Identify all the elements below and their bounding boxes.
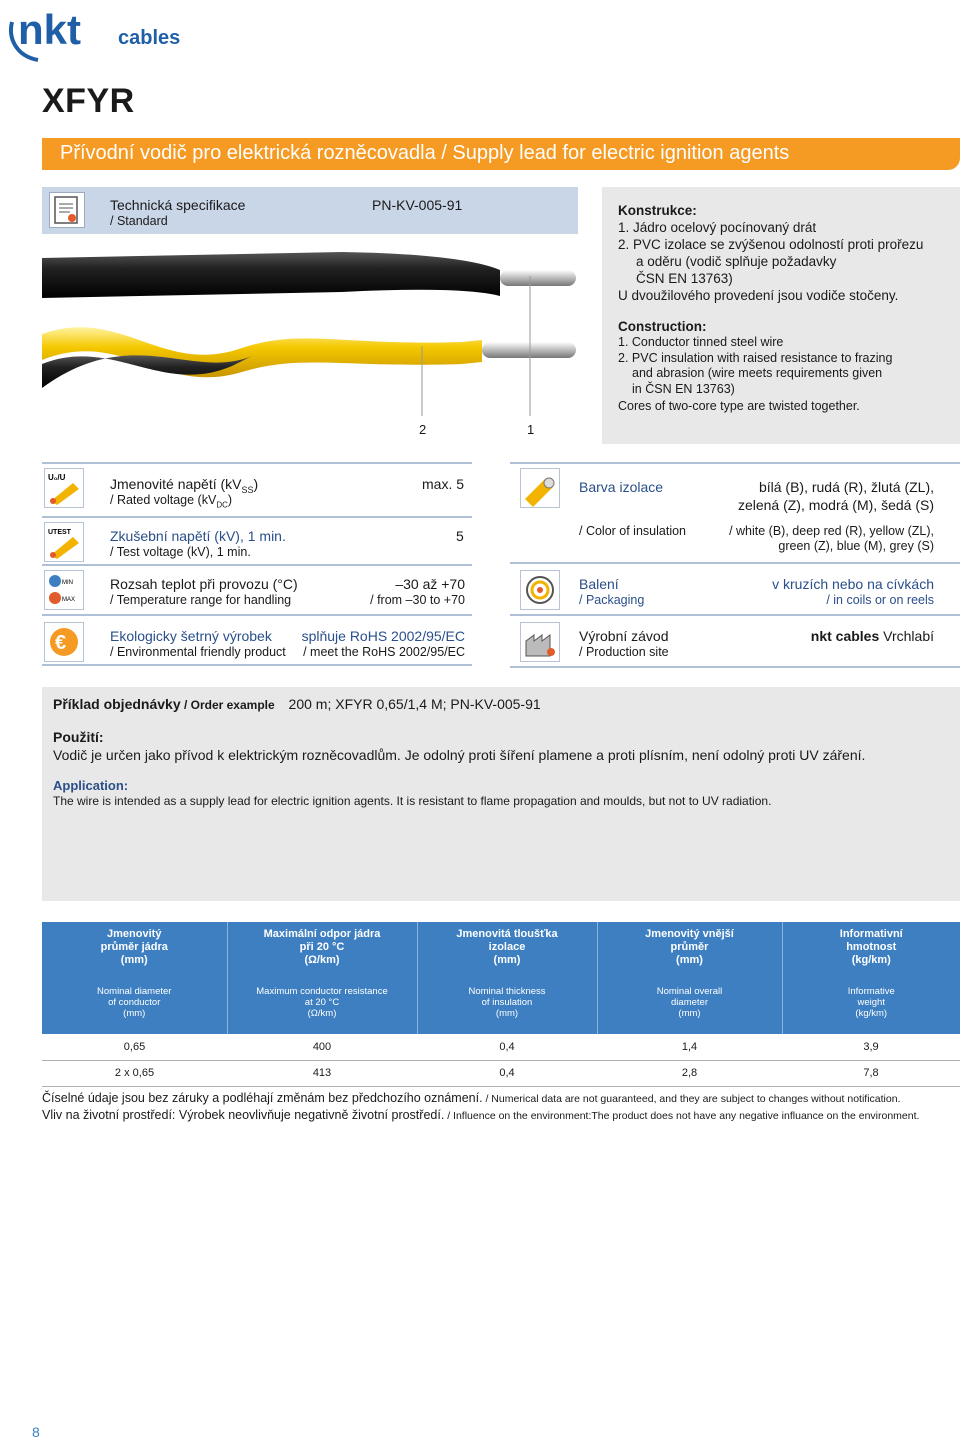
eco-value-cz: splňuje RoHS 2002/95/EC — [301, 628, 465, 644]
table-row — [42, 1034, 960, 1060]
param-packaging — [510, 568, 960, 616]
rated-voltage-value: max. 5 — [422, 476, 465, 492]
color-value-en-2: green (Z), blue (M), grey (S) — [778, 539, 934, 553]
callout-2: 2 — [419, 422, 427, 437]
table-cell: 2,8 — [597, 1060, 782, 1086]
note-2-cz: Vliv na životní prostředí: Výrobek neovlivňuje negativně životní prostředí. — [42, 1108, 445, 1122]
header-cz-line: průměr — [670, 941, 709, 953]
test-voltage-label-cz: Zkušební napětí (kV), 1 min. — [110, 528, 286, 544]
subtitle-banner: Přívodní vodič pro elektrická rozněcovadla / Supply lead for electric ignition agents — [42, 138, 960, 170]
site-label-en: / Production site — [579, 645, 669, 659]
table-header-col-3 — [417, 922, 597, 1034]
construction-cz-2a: 2. PVC izolace se zvýšenou odolností proti prořezu — [618, 237, 924, 252]
table-cell: 413 — [227, 1060, 417, 1086]
header-en-line: Nominal diameter — [97, 986, 172, 997]
param-eco — [42, 620, 472, 666]
order-label-en: / Order example — [180, 698, 275, 712]
param-production-site — [510, 620, 960, 668]
construction-en-2b: and abrasion (wire meets requirements given — [632, 366, 883, 380]
test-voltage-value: 5 — [456, 528, 464, 544]
construction-panel — [602, 187, 960, 444]
svg-text:U₀/U: U₀/U — [48, 473, 66, 482]
header-cz-line: Maximální odpor jádra — [263, 928, 381, 940]
technical-data-table — [42, 922, 960, 1087]
table-header-col-2 — [227, 922, 417, 1034]
header-cz-line: izolace — [488, 941, 526, 953]
table-cell: 7,8 — [782, 1060, 960, 1086]
eco-value-en: / meet the RoHS 2002/95/EC — [303, 645, 465, 659]
svg-text:UTEST: UTEST — [48, 529, 71, 536]
header-cz-line: (mm) — [120, 954, 148, 966]
callout-1: 1 — [527, 422, 535, 437]
header-cz-line: Jmenovitá tloušťka — [456, 928, 558, 940]
header-en-line: Nominal overall — [656, 986, 723, 997]
note-1-cz: Číselné údaje jsou bez záruky a podléhají změnám bez předchozího oznámení. — [42, 1091, 483, 1105]
header-cz-line: (kg/km) — [851, 954, 891, 966]
nkt-cables-logo — [4, 4, 184, 64]
eco-label-en: / Environmental friendly product — [110, 645, 286, 659]
rated-voltage-label-cz: Jmenovité napětí (kV — [110, 476, 242, 492]
coil-icon — [520, 570, 560, 610]
header-en-line: of conductor — [108, 997, 161, 1008]
header-en-line: (mm) — [123, 1008, 146, 1019]
construction-en-2c: in ČSN EN 13763) — [632, 381, 735, 396]
header-en-line: Informative — [847, 986, 895, 997]
header-cz-line: (Ω/km) — [304, 954, 340, 966]
usage-heading: Použití: — [53, 729, 104, 745]
header-en-line: (kg/km) — [855, 1008, 888, 1019]
voltage-icon — [44, 468, 84, 508]
packaging-label-cz: Balení — [579, 576, 619, 592]
svg-text:MAX: MAX — [62, 597, 76, 603]
insulation-icon — [520, 468, 560, 508]
order-label-cz: Příklad objednávky — [53, 696, 181, 712]
test-voltage-icon — [44, 522, 84, 562]
eco-icon — [44, 622, 84, 662]
page-number: 8 — [32, 1424, 40, 1440]
order-usage-panel — [42, 687, 960, 901]
usage-text: Vodič je určen jako přívod k elektrickým rozněcovadlům. Je odolný proti šíření plamene a proti plísním, není odolný proti UV záření. — [53, 747, 866, 763]
header-en-line: at 20 °C — [304, 997, 340, 1008]
param-temperature — [42, 568, 472, 616]
table-header-col-1 — [42, 922, 227, 1034]
construction-cz-1: 1. Jádro ocelový pocínovaný drát — [618, 220, 817, 235]
site-value-brand: nkt cables — [810, 628, 880, 644]
standard-spec-box — [42, 187, 578, 234]
construction-en-2a: 2. PVC insulation with raised resistance to frazing — [618, 350, 893, 365]
header-cz-line: (mm) — [676, 954, 703, 966]
site-label-cz: Výrobní závod — [579, 628, 669, 644]
temperature-label-cz: Rozsah teplot při provozu (°C) — [110, 576, 298, 592]
eco-label-cz: Ekologicky šetrný výrobek — [110, 628, 272, 644]
construction-en-1: 1. Conductor tinned steel wire — [618, 335, 784, 349]
color-value-en-1: / white (B), deep red (R), yellow (ZL), — [729, 524, 934, 538]
table-header-col-4 — [597, 922, 782, 1034]
site-value-location: Vrchlabí — [879, 628, 934, 644]
table-cell: 0,4 — [417, 1034, 597, 1060]
table-cell: 400 — [227, 1034, 417, 1060]
table-cell: 0,65 — [42, 1034, 227, 1060]
header-cz-line: Informativní — [839, 928, 903, 940]
construction-cz-3: U dvoužilového provedení jsou vodiče stočeny. — [618, 288, 899, 303]
table-cell: 0,4 — [417, 1060, 597, 1086]
construction-cz-2b: a oděru (vodič splňuje požadavky — [636, 254, 837, 269]
packaging-label-en: / Packaging — [579, 593, 645, 607]
note-1-en: / Numerical data are not guaranteed, and they are subject to changes without notification. — [482, 1093, 901, 1105]
svg-text:€: € — [55, 632, 67, 654]
construction-heading-en: Construction: — [618, 319, 707, 334]
header-en-line: of insulation — [481, 997, 533, 1008]
construction-en-3: Cores of two-core type are twisted together. — [618, 399, 860, 413]
table-cell: 1,4 — [597, 1034, 782, 1060]
packaging-value-en: / in coils or on reels — [826, 593, 934, 607]
header-en-line: Nominal thickness — [468, 986, 546, 997]
table-row — [42, 1060, 960, 1086]
document-icon — [49, 192, 85, 228]
color-value-cz-1: bílá (B), rudá (R), žlutá (ZL), — [758, 479, 934, 495]
header-en-line: (mm) — [495, 1008, 519, 1019]
header-cz-line: (mm) — [493, 954, 521, 966]
header-cz-line: Jmenovitý — [107, 928, 162, 940]
table-cell: 2 x 0,65 — [42, 1060, 227, 1086]
cable-illustration — [42, 236, 582, 436]
factory-icon — [520, 622, 560, 662]
packaging-value-cz: v kruzích nebo na cívkách — [772, 576, 934, 592]
temperature-label-en: / Temperature range for handling — [110, 593, 292, 607]
rated-voltage-label-en: / Rated voltage (kV — [110, 493, 217, 507]
header-cz-line: hmotnost — [846, 941, 897, 953]
thermometer-icon — [44, 570, 84, 610]
note-2-en: / Influence on the environment:The product does not have any negative influance on the environment. — [444, 1110, 920, 1122]
temperature-value-cz: –30 až +70 — [395, 576, 465, 592]
header-en-line: Maximum conductor resistance — [256, 986, 388, 997]
table-cell: 3,9 — [782, 1034, 960, 1060]
param-insulation-color — [510, 468, 960, 564]
test-voltage-label-en: / Test voltage (kV), 1 min. — [110, 545, 251, 559]
param-test-voltage — [42, 520, 472, 566]
header-cz-line: průměr jádra — [100, 941, 168, 953]
table-header-col-5 — [782, 922, 960, 1034]
header-cz-line: Jmenovitý vnější — [645, 928, 734, 940]
order-value: 200 m; XFYR 0,65/1,4 M; PN-KV-005-91 — [288, 696, 541, 712]
header-en-line: (mm) — [678, 1008, 701, 1019]
footnotes — [42, 1090, 919, 1124]
application-text: The wire is intended as a supply lead for electric ignition agents. It is resistant to flame propagation and moulds, but not to UV radiation. — [53, 794, 772, 808]
param-rated-voltage: U₀/U Jmenovité napětí $(kV_{SS})$ / Rated voltage $(kV_{DC})$ max. 5 — [42, 468, 472, 518]
temperature-value-en: / from –30 to +70 — [370, 593, 465, 607]
header-en-line: diameter — [671, 997, 708, 1008]
header-cz-line: při 20 °C — [299, 941, 345, 953]
page-title: XFYR — [42, 82, 135, 120]
spec-value: PN-KV-005-91 — [372, 197, 463, 213]
svg-text:MIN: MIN — [62, 580, 73, 586]
logo-brand: nkt — [18, 6, 81, 53]
header-en-line: weight — [857, 997, 885, 1008]
logo-suffix: cables — [118, 27, 181, 49]
construction-heading-cz: Konstrukce: — [618, 203, 697, 218]
header-en-line: (Ω/km) — [307, 1008, 337, 1019]
spec-label-en: / Standard — [110, 214, 168, 228]
construction-cz-2c: ČSN EN 13763) — [636, 271, 733, 286]
spec-label-cz: Technická specifikace — [110, 197, 246, 213]
color-value-cz-2: zelená (Z), modrá (M), šedá (S) — [737, 497, 934, 513]
color-label-cz: Barva izolace — [579, 479, 664, 495]
application-heading: Application: — [53, 778, 129, 793]
color-label-en: / Color of insulation — [579, 524, 687, 538]
